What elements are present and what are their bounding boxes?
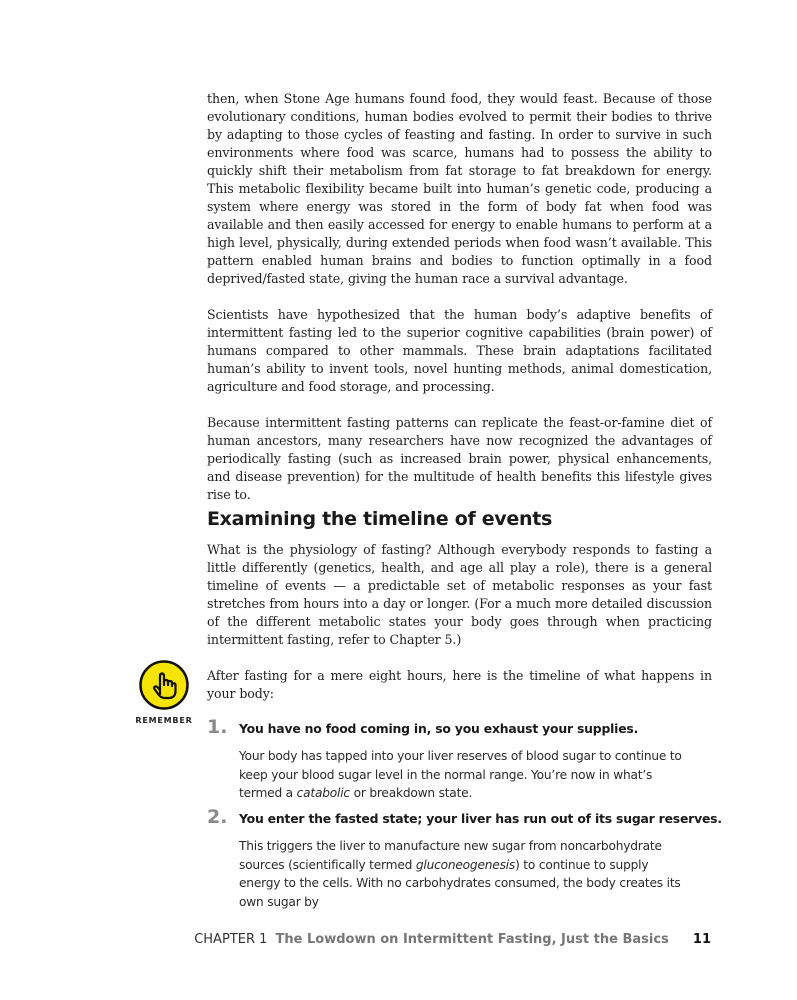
body-paragraph: After fasting for a mere eight hours, here is the timeline of what happens in your body:	[207, 668, 712, 701]
emphasis-term: catabolic	[296, 786, 350, 800]
page-number: 11	[692, 932, 711, 947]
footer-chapter: CHAPTER 1	[194, 932, 268, 947]
step-number: 2.	[207, 806, 228, 828]
body-paragraph: Because intermittent fasting patterns can replicate the feast-or-famine diet of human ancestors, many researchers have now recognized the advantages of periodically fasting (such as increased brain power, physical enhancements, and disease prevention) for the multitude of health benefits this lifestyle gives rise to.	[207, 415, 712, 502]
step-body: This triggers the liver to manufacture new sugar from noncarbohydrate sources (scientifically termed gluconeogenesis) to continue to supply energy to the cells. With no carbohydrates consumed, the body creates its own sugar by	[239, 839, 681, 909]
step-title: You enter the fasted state; your liver has run out of its sugar reserves.	[239, 811, 722, 826]
step-number: 1.	[207, 716, 228, 738]
page-footer	[194, 932, 711, 947]
step-body: Your body has tapped into your liver reserves of blood sugar to continue to keep your blood sugar level in the normal range. You’re now in what’s termed a catabolic or breakdown state.	[239, 749, 682, 800]
step-title: You have no food coming in, so you exhaust your supplies.	[239, 721, 639, 736]
emphasis-term: gluconeogenesis	[415, 857, 516, 872]
body-paragraph: then, when Stone Age humans found food, they would feast. Because of those evolutionary conditions, human bodies evolved to permit their bodies to thrive by adapting to those cycles of feasting and fasting. In order to survive in such environments where food was scarce, humans had to possess the ability to quickly shift their metabolism from fat storage to fat breakdown for energy. This metabolic flexibility became built into human’s genetic code, producing a system where energy was stored in the form of body fat when food was available and then easily accessed for energy to enable humans to perform at a high level, physically, during extended periods when food wasn’t available. This pattern enabled human brains and bodies to function optimally in a food deprived/fasted state, giving the human race a survival advantage.	[207, 91, 712, 286]
body-paragraph: What is the physiology of fasting? Although everybody responds to fasting a little differently (genetics, health, and age all play a role), there is a general timeline of events — a predictable set of metabolic responses as your fast stretches from hours into a day or longer. (For a much more detailed discussion of the different metabolic states your body goes through when practicing intermittent fasting, refer to Chapter 5.)	[207, 542, 712, 647]
footer-chapter-title: The Lowdown on Intermittent Fasting, Just the Basics	[275, 932, 669, 947]
pointing-hand-icon	[139, 660, 189, 710]
body-paragraph: Scientists have hypothesized that the human body’s adaptive benefits of intermittent fasting led to the superior cognitive capabilities (brain power) of humans compared to other mammals. These brain adaptations facilitated human’s ability to invent tools, novel hunting methods, animal domestication, agriculture and food storage, and processing.	[207, 307, 712, 394]
section-heading: Examining the timeline of events	[207, 508, 552, 530]
remember-label: REMEMBER	[135, 716, 193, 725]
